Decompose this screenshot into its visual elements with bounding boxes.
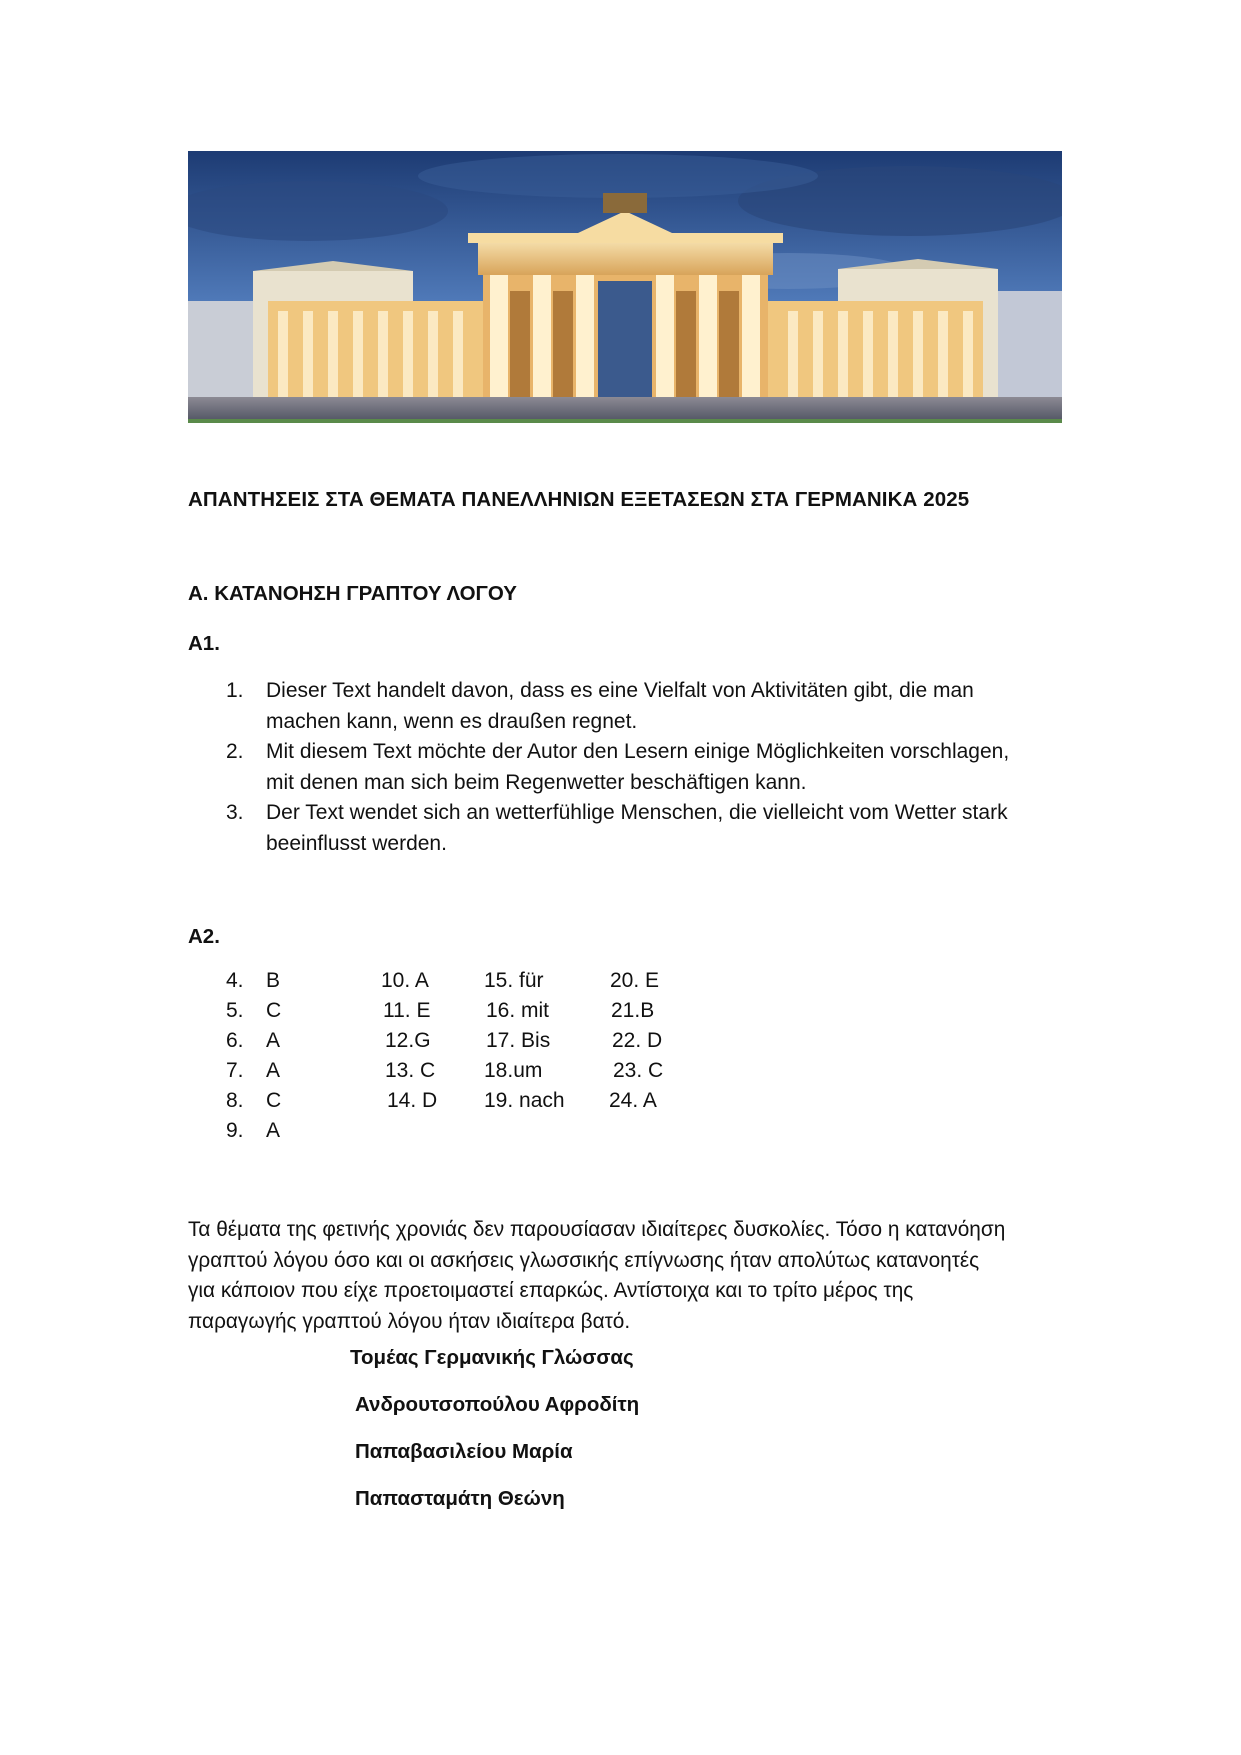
answer-cell: 21.B (611, 999, 655, 1022)
item-line: beeinflusst werden. (266, 831, 447, 855)
item-line: Der Text wendet sich an wetterfühlige Menschen, die vielleicht vom Wetter stark (266, 801, 1008, 824)
a1-answer-list (220, 676, 1070, 859)
answer-cell: 24. A (609, 1089, 657, 1112)
answer-value: A (266, 1029, 281, 1052)
answer-cell: 22. D (612, 1029, 663, 1052)
answer-cell: 23. C (613, 1059, 664, 1082)
answer-value: A (266, 1059, 281, 1082)
signature-department: Τομέας Γερμανικής Γλώσσας (350, 1346, 634, 1369)
answer-cell: 19. nach (484, 1089, 565, 1112)
answer-cell: 13. C (385, 1059, 436, 1082)
answer-cell: 10. A (381, 969, 429, 992)
answer-cell: 11. E (383, 999, 431, 1022)
answer-number: 7. (226, 1059, 244, 1082)
item-line: mit denen man sich beim Regenwetter beschäftigen kann. (266, 770, 807, 794)
section-heading: Α. ΚΑΤΑΝΟΗΣΗ ΓΡΑΠΤΟΥ ΛΟΓΟΥ (188, 582, 517, 605)
answer-value: C (266, 1089, 282, 1112)
paragraph-line: για κάποιον που είχε προετοιμαστεί επαρκώς. Αντίστοιχα και το τρίτο μέρος της (188, 1279, 914, 1302)
item-line: machen kann, wenn es draußen regnet. (266, 709, 638, 733)
answer-number: 9. (226, 1119, 244, 1142)
paragraph-line: Τα θέματα της φετινής χρονιάς δεν παρουσίασαν ιδιαίτερες δυσκολίες. Τόσο η κατανόηση (188, 1218, 1006, 1241)
list-item (220, 676, 1070, 737)
page-title: ΑΠΑΝΤΗΣΕΙΣ ΣΤΑ ΘΕΜΑΤΑ ΠΑΝΕΛΛΗΝΙΩΝ ΕΞΕΤΑΣΕΩΝ ΣΤΑ ΓΕΡΜΑΝΙΚΑ 2025 (188, 488, 970, 511)
a1-label: Α1. (188, 632, 220, 655)
signature-name: Ανδρουτσοπούλου Αφροδίτη (355, 1393, 640, 1416)
answer-number: 4. (226, 969, 244, 992)
paragraph-line: παραγωγής γραπτού λόγου ήταν ιδιαίτερα βατό. (188, 1309, 631, 1333)
item-number: 2. (226, 740, 244, 763)
answer-cell: 15. für (484, 969, 544, 992)
item-number: 1. (226, 679, 244, 702)
answer-number: 8. (226, 1089, 244, 1112)
paragraph-line: γραπτού λόγου όσο και οι ασκήσεις γλωσσικής επίγνωσης ήταν απολύτως κατανοητές (188, 1248, 980, 1272)
commentary-paragraph (188, 1215, 1068, 1337)
item-line: Mit diesem Text möchte der Autor den Lesern einige Möglichkeiten vorschlagen, (266, 740, 1010, 763)
list-item (220, 737, 1070, 798)
answer-value: C (266, 999, 282, 1022)
banner-image (188, 151, 1062, 423)
answer-number: 6. (226, 1029, 244, 1052)
list-item (220, 798, 1070, 859)
signature-name: Παπασταμάτη Θεώνη (355, 1487, 565, 1510)
answer-cell: 12.G (385, 1029, 431, 1052)
answer-cell: 16. mit (486, 999, 550, 1022)
answer-cell: 17. Bis (486, 1029, 551, 1052)
answer-cell: 20. E (610, 969, 660, 992)
answer-value: A (266, 1119, 281, 1142)
item-line: Dieser Text handelt davon, dass es eine Vielfalt von Aktivitäten gibt, die man (266, 679, 974, 702)
a2-label: Α2. (188, 925, 220, 948)
item-number: 3. (226, 801, 244, 824)
answer-cell: 14. D (387, 1089, 438, 1112)
answer-value: B (266, 969, 281, 992)
signature-name: Παπαβασιλείου Μαρία (355, 1440, 573, 1463)
answer-cell: 18.um (484, 1059, 543, 1082)
answer-number: 5. (226, 999, 244, 1022)
